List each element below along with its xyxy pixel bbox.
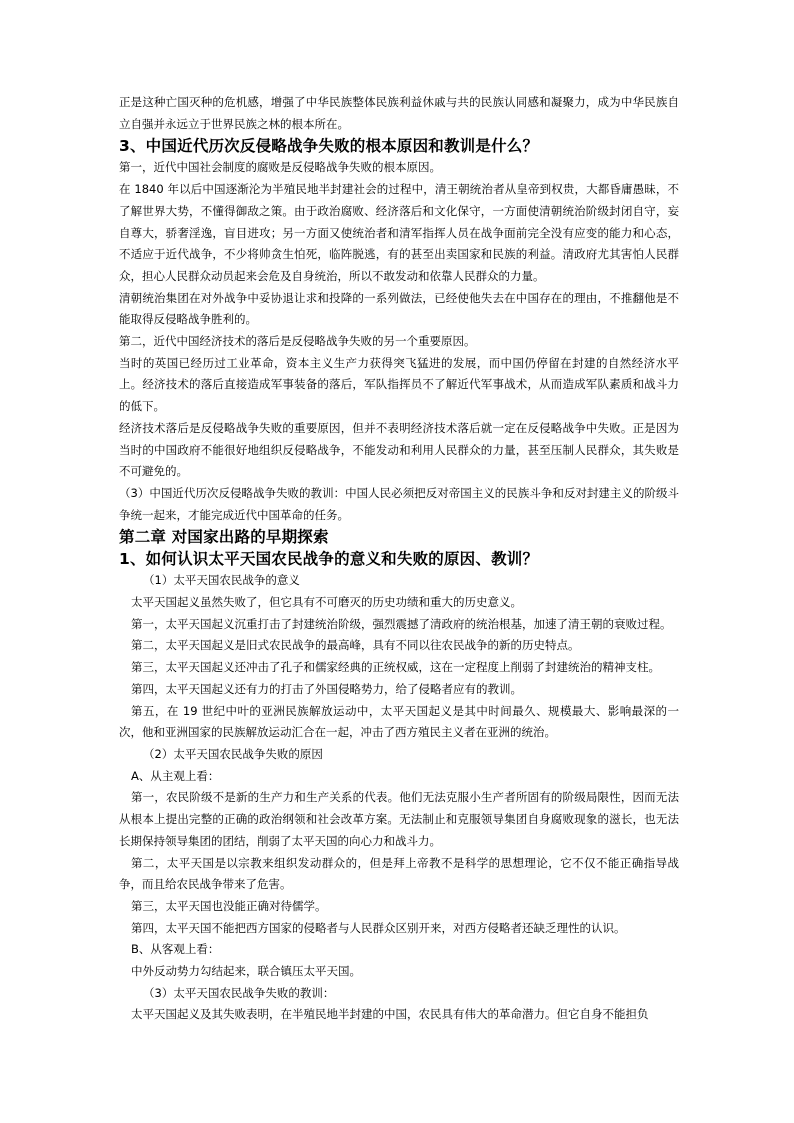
paragraph: （3）中国近代历次反侵略战争失败的教训：中国人民必须把反对帝国主义的民族斗争和反对封建主义的阶级斗争统一起来，才能完成近代中国革命的任务。 [119,485,679,522]
paragraph: （1）太平天国农民战争的意义 [143,573,300,588]
paragraph: 第二，太平天国是以宗教来组织发动群众的，但是拜上帝教不是科学的思想理论，它不仅不能正确指导战争，而且给农民战争带来了危害。 [119,855,679,892]
section-heading: 1、如何认识太平天国农民战争的意义和失败的原因、教训？ [119,550,539,569]
paragraph: 第四，太平天国起义还有力的打击了外国侵略势力，给了侵略者应有的教训。 [131,681,522,696]
paragraph: 第一，近代中国社会制度的腐败是反侵略战争失败的根本原因。 [119,160,441,175]
paragraph: 清朝统治集团在对外战争中妥协退让求和投降的一系列做法，已经使他失去在中国存在的理由，不推翻他是不能取得反侵略战争胜利的。 [119,290,679,327]
paragraph: 太平天国起义及其失败表明，在半殖民地半封建的中国，农民具有伟大的革命潜力。但它自身不能担负 [131,1007,649,1022]
paragraph: 第三，太平天国起义还冲击了孔子和儒家经典的正统权威，这在一定程度上削弱了封建统治的精神支柱。 [131,660,660,675]
section-heading: 3、中国近代历次反侵略战争失败的根本原因和教训是什么？ [119,137,539,156]
paragraph: 中外反动势力勾结起来，联合镇压太平天国。 [131,964,361,979]
paragraph: 第二，近代中国经济技术的落后是反侵略战争失败的另一个重要原因。 [119,334,476,349]
paragraph: 第五，在 19 世纪中叶的亚洲民族解放运动中，太平天国起义是其中时间最久、规模最大、影响最深的一次，他和亚洲国家的民族解放运动汇合在一起，冲击了西方殖民主义者在亚洲的统治。 [119,703,679,740]
paragraph: 正是这种亡国灭种的危机感，增强了中华民族整体民族利益休戚与共的民族认同感和凝聚力，成为中华民族自立自强并永远立于世界民族之林的根本所在。 [119,95,679,131]
paragraph: 第一，农民阶级不是新的生产力和生产关系的代表。他们无法克服小生产者所固有的阶级局限性，因而无法从根本上提出完整的正确的政治纲领和社会改革方案。无法制止和克服领导集团自身腐败现象的滋长，也无法长期保持领导集团的团结，削弱了太平天国的向心力和战斗力。 [119,790,679,848]
paragraph: B、从客观上看： [131,942,220,957]
paragraph: 第四，太平天国不能把西方国家的侵略者与人民群众区别开来，对西方侵略者还缺乏理性的认识。 [131,920,626,935]
paragraph: A、从主观上看： [131,768,220,783]
paragraph: 太平天国起义虽然失败了，但它具有不可磨灭的历史功绩和重大的历史意义。 [131,595,522,610]
section-heading: 第二章 对国家出路的早期探索 [119,528,329,547]
paragraph: 在 1840 年以后中国逐渐沦为半殖民地半封建社会的过程中，清王朝统治者从皇帝到权贵，大都昏庸愚昧，不了解世界大势，不懂得御敌之策。由于政治腐败、经济落后和文化保守，一方面使清朝统治阶级封闭自守，妄自尊大，骄奢淫逸，盲目进攻；另一方面又使统治者和清军指挥人员在战争面前完全没有应变的能力和心态，不适应于近代战争，不少将帅贪生怕死，临阵脱逃，有的甚至出卖国家和民族的利益。清政府尤其害怕人民群众，担心人民群众动员起来会危及自身统治，所以不敢发动和依靠人民群众的力量。 [119,182,679,283]
paragraph: 第二，太平天国起义是旧式农民战争的最高峰，具有不同以往农民战争的新的历史特点。 [131,638,580,653]
paragraph: （3）太平天国农民战争失败的教训： [143,985,335,1000]
paragraph: 当时的英国已经历过工业革命，资本主义生产力获得突飞猛进的发展，而中国仍停留在封建的自然经济水平上。经济技术的落后直接造成军事装备的落后，军队指挥员不了解近代军事战术，从而造成军队素质和战斗力的低下。 [119,355,679,414]
document-page [119,92,679,1026]
paragraph: 第一，太平天国起义沉重打击了封建统治阶级，强烈震撼了清政府的统治根基，加速了清王朝的衰败过程。 [131,616,672,631]
paragraph: 第三，太平天国也没能正确对待儒学。 [131,898,327,913]
paragraph: 经济技术落后是反侵略战争失败的重要原因，但并不表明经济技术落后就一定在反侵略战争中失败。正是因为当时的中国政府不能很好地组织反侵略战争，不能发动和利用人民群众的力量，甚至压制人民群众，其失败是不可避免的。 [119,420,679,479]
paragraph: （2）太平天国农民战争失败的原因 [143,746,323,761]
